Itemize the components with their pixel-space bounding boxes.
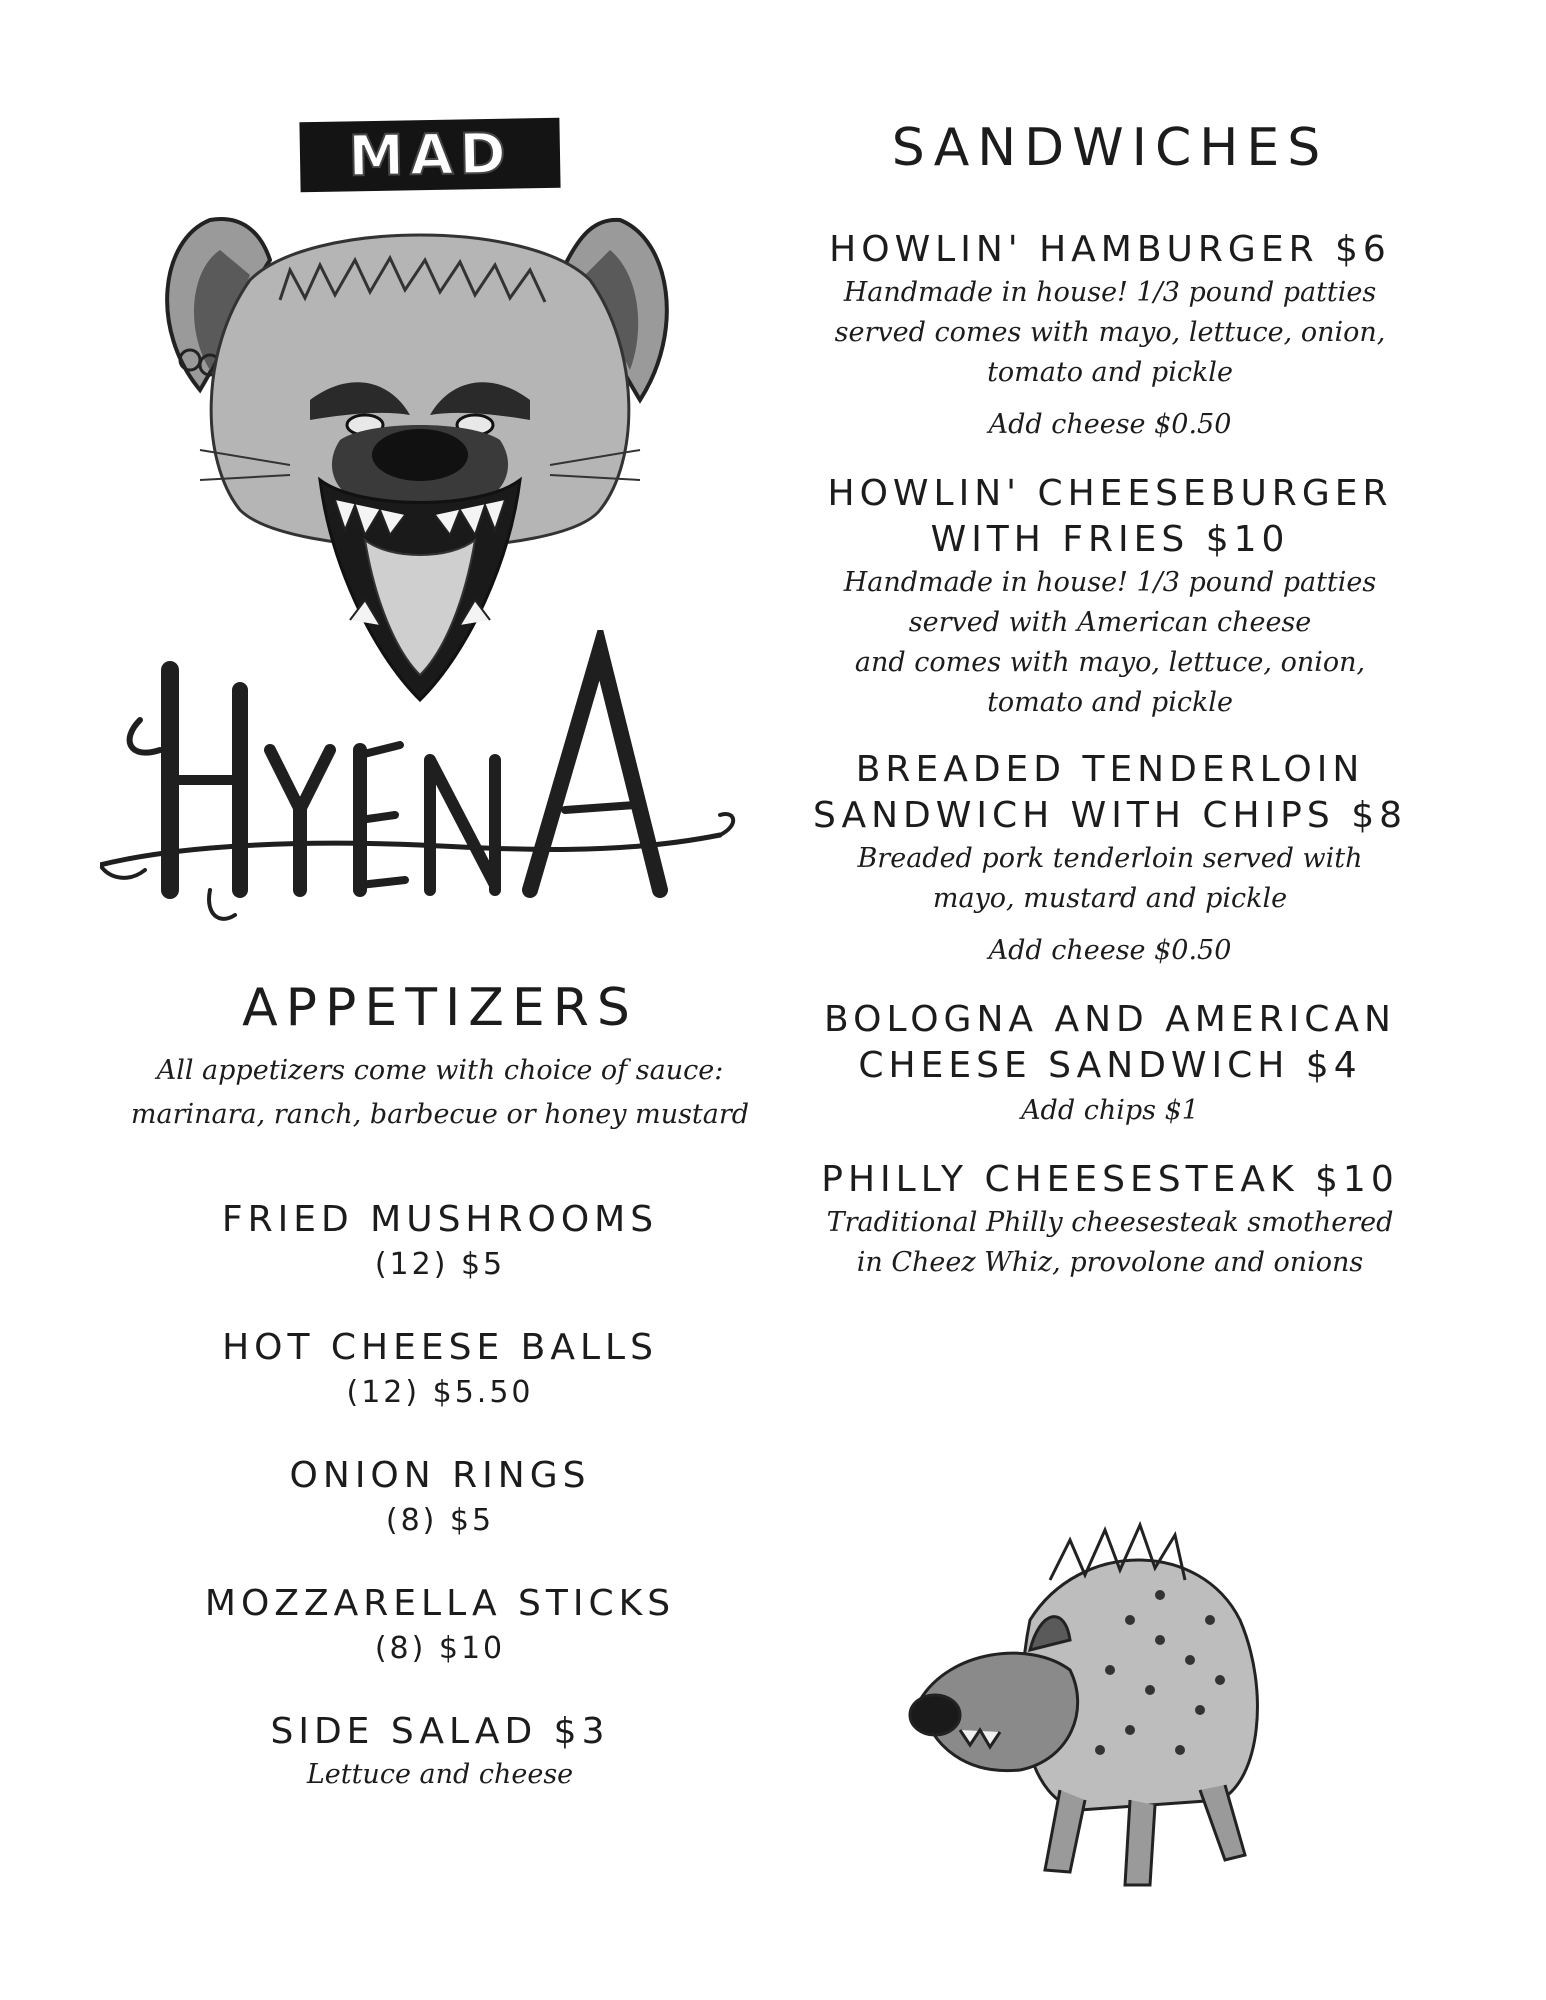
item-name: ONION RINGS bbox=[289, 1455, 591, 1497]
walking-hyena-illustration bbox=[880, 1500, 1320, 1900]
item-name: PHILLY CHEESESTEAK $10 bbox=[821, 1159, 1399, 1201]
mad-hyena-logo bbox=[100, 110, 740, 930]
item-qty-price: (12) $5 bbox=[374, 1247, 506, 1283]
logo-mad-text: MAD bbox=[347, 121, 513, 189]
appetizers-section bbox=[90, 980, 790, 1795]
item-description: Handmade in house! 1/3 pound patties served with American cheese and comes with mayo, lettuce, onion, tomato and pickle bbox=[843, 567, 1377, 719]
item-qty-price: (8) $10 bbox=[374, 1631, 506, 1667]
menu-item bbox=[760, 997, 1460, 1133]
item-name: BREADED TENDERLOIN SANDWICH WITH CHIPS $8 bbox=[812, 749, 1407, 837]
item-addon: Add cheese $0.50 bbox=[988, 409, 1232, 441]
item-addon: Add cheese $0.50 bbox=[988, 935, 1232, 967]
item-addon: Add chips $1 bbox=[1021, 1095, 1199, 1127]
menu-item bbox=[760, 227, 1460, 447]
menu-item bbox=[90, 1453, 790, 1543]
item-description: Breaded pork tenderloin served with mayo, mustard and pickle bbox=[857, 843, 1363, 915]
menu-item bbox=[760, 471, 1460, 723]
menu-item bbox=[90, 1581, 790, 1671]
item-qty-price: (12) $5.50 bbox=[346, 1375, 534, 1411]
logo-hyena-lettering bbox=[100, 630, 740, 930]
menu-item bbox=[760, 1157, 1460, 1283]
item-name: MOZZARELLA STICKS bbox=[204, 1583, 676, 1625]
item-description: Traditional Philly cheesesteak smothered in Cheez Whiz, provolone and onions bbox=[826, 1207, 1394, 1279]
sandwiches-section bbox=[760, 120, 1460, 1283]
item-qty-price: (8) $5 bbox=[385, 1503, 495, 1539]
sandwiches-title: SANDWICHES bbox=[891, 118, 1329, 178]
appetizers-sauce-note: All appetizers come with choice of sauce: marinara, ranch, barbecue or honey mustard bbox=[130, 1055, 750, 1131]
logo-hyena-text: HYENA bbox=[100, 630, 104, 631]
item-name: HOWLIN' HAMBURGER $6 bbox=[829, 229, 1391, 271]
item-description: Handmade in house! 1/3 pound patties served comes with mayo, lettuce, onion, tomato and pickle bbox=[834, 277, 1386, 389]
item-name: BOLOGNA AND AMERICAN CHEESE SANDWICH $4 bbox=[824, 999, 1396, 1087]
item-description: Lettuce and cheese bbox=[306, 1759, 574, 1791]
item-name: SIDE SALAD $3 bbox=[270, 1711, 610, 1753]
item-name: HOT CHEESE BALLS bbox=[222, 1327, 658, 1369]
item-name: HOWLIN' CHEESEBURGER WITH FRIES $10 bbox=[827, 473, 1393, 561]
appetizers-title: APPETIZERS bbox=[242, 978, 638, 1038]
item-name: FRIED MUSHROOMS bbox=[221, 1199, 659, 1241]
menu-item bbox=[90, 1197, 790, 1287]
menu-item bbox=[90, 1709, 790, 1795]
menu-item bbox=[760, 747, 1460, 973]
menu-item bbox=[90, 1325, 790, 1415]
